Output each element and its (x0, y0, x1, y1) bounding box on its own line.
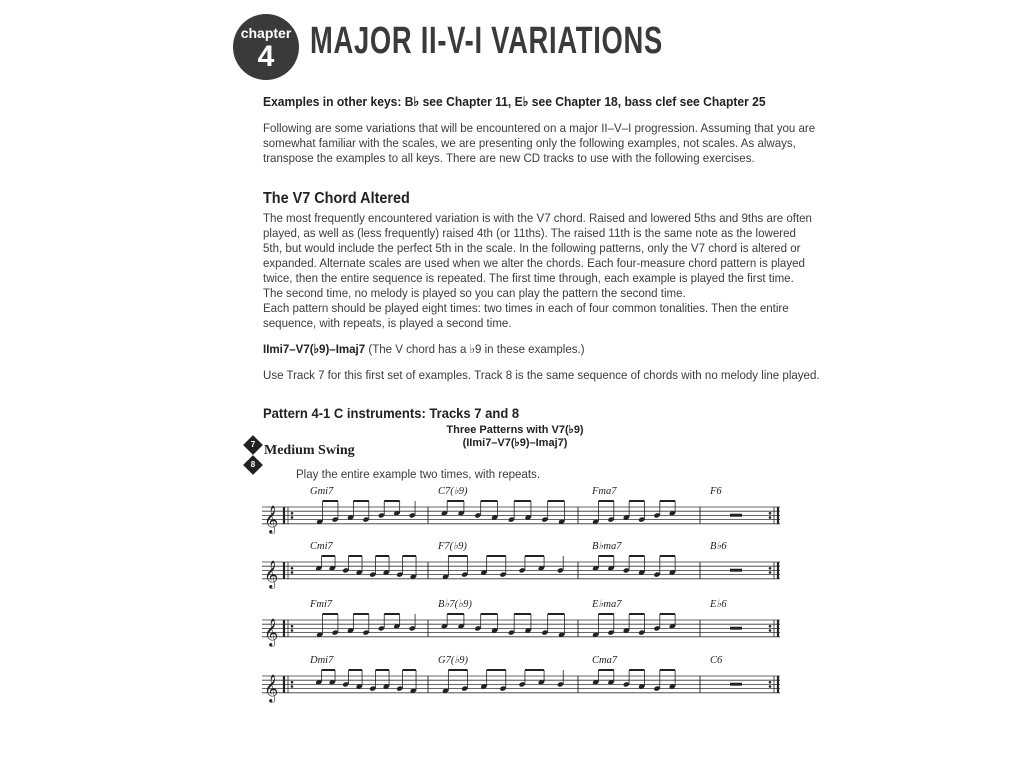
chord-symbol: Dmi7 (310, 655, 334, 666)
section-heading: The V7 Chord Altered (263, 190, 410, 207)
treble-clef-icon: 𝄞 (264, 559, 279, 588)
intro-line: somewhat familiar with the scales, we are presenting only the following examples, not scales. As always, (263, 136, 796, 150)
para-line: The second time, no melody is played so you can play the pattern the second time. (263, 286, 686, 300)
chord-symbol: F6 (710, 486, 722, 497)
chord-symbol: G7(♭9) (438, 655, 469, 666)
pattern-subtitle-line: (IImi7–V7(♭9)–Imaj7) (462, 437, 568, 449)
staff (262, 599, 780, 647)
chord-symbol: Gmi7 (310, 486, 334, 497)
chord-symbol: E♭ma7 (592, 599, 622, 610)
progression-note: (The V chord has a ♭9 in these examples.) (365, 342, 585, 356)
track-note: Use Track 7 for this first set of examples. Track 8 is the same sequence of chords with no melody line played. (263, 368, 820, 382)
chord-symbol: Fmi7 (310, 599, 333, 610)
chord-symbol: C7(♭9) (438, 486, 468, 497)
chord-symbol: Cma7 (592, 655, 618, 666)
other-keys-line: Examples in other keys: B♭ see Chapter 11, E♭ see Chapter 18, bass clef see Chapter 25 (263, 94, 766, 109)
cd-track-icon: 7 (243, 435, 263, 455)
treble-clef-icon: 𝄞 (264, 673, 279, 702)
staff (262, 655, 780, 703)
tempo-marking: Medium Swing (264, 443, 355, 458)
chord-symbol: E♭6 (710, 599, 727, 610)
chord-symbol: Fma7 (592, 486, 617, 497)
chord-symbol: F7(♭9) (438, 541, 467, 552)
pattern-subtitle-line: Three Patterns with V7(♭9) (446, 424, 584, 436)
para-line: Each pattern should be played eight times: two times in each of four common tonalities. Then the entire (263, 301, 789, 315)
para-line: expanded. Alternate scales are used when we alter the chords. Each four-measure chord pattern is played (263, 256, 805, 270)
pattern-heading: Pattern 4-1 C instruments: Tracks 7 and 8 (263, 405, 520, 421)
intro-line: Following are some variations that will be encountered on a major II–V–I progression. Assuming that you are (263, 121, 816, 135)
para-line: twice, then the entire sequence is repeated. The first time through, each example is played the first time. (263, 271, 794, 285)
page-title: MAJOR II-V-I VARIATIONS (310, 20, 664, 62)
chapter-word: chapter (240, 25, 292, 41)
para-line: sequence, with repeats, is played a second time. (263, 316, 512, 330)
chord-symbol: Cmi7 (310, 541, 333, 552)
cd-track-icon: 8 (243, 455, 263, 475)
chord-symbol: B♭ma7 (592, 541, 622, 552)
para-line: The most frequently encountered variation is with the V7 chord. Raised and lowered 5ths and 9ths are often (263, 211, 812, 225)
staff (262, 541, 780, 589)
treble-clef-icon: 𝄞 (264, 504, 279, 533)
staff (262, 486, 780, 534)
progression-label: IImi7–V7(♭9)–Imaj7 (263, 342, 366, 356)
para-line: played, as well as (less frequently) raised 4th (or 11ths). The raised 11th is the same note as the lowered (263, 226, 796, 240)
intro-line: transpose the examples to all keys. There are new CD tracks to use with the following exercises. (263, 151, 755, 165)
treble-clef-icon: 𝄞 (264, 617, 279, 646)
instruction-line: Play the entire example two times, with repeats. (296, 467, 541, 481)
chord-symbol: B♭7(♭9) (438, 599, 472, 610)
para-line: 5th, but would include the perfect 5th in the scale. In the following patterns, only the V7 chord is altered or (263, 241, 801, 255)
chapter-number: 4 (257, 40, 275, 73)
chord-symbol: C6 (710, 655, 723, 666)
chord-symbol: B♭6 (710, 541, 727, 552)
